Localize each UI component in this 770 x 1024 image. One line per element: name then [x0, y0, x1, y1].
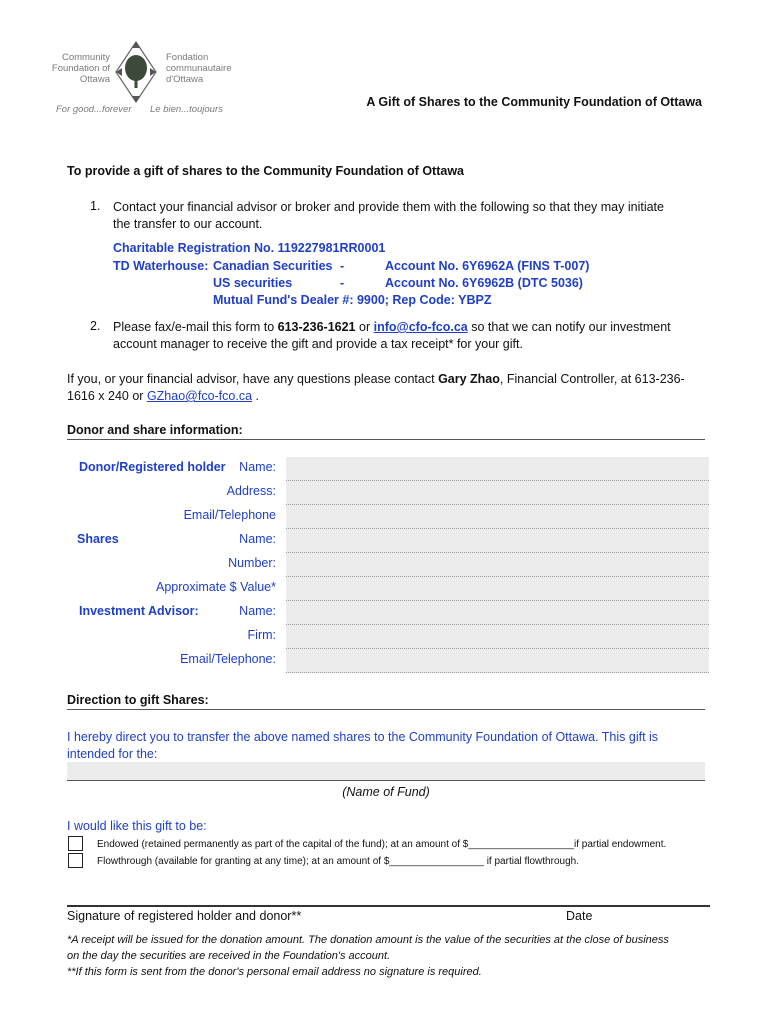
gift-to-be-label: I would like this gift to be: [67, 819, 207, 833]
logo-tree-icon [114, 40, 158, 104]
charitable-registration: Charitable Registration No. 119227981RR0001 [113, 241, 386, 255]
account-cdn: Account No. 6Y6962A (FINS T-007) [385, 259, 590, 273]
advisor-firm-field[interactable] [286, 625, 709, 649]
shares-number-field[interactable] [286, 553, 709, 577]
shares-name-label: Name: [239, 532, 276, 546]
shares-name-field[interactable] [286, 529, 709, 553]
endowed-checkbox[interactable] [68, 836, 83, 851]
signature-line [67, 905, 710, 907]
donor-name-field[interactable] [286, 457, 709, 481]
donor-section-title: Donor and share information: [67, 423, 243, 437]
fund-name-field[interactable] [67, 762, 705, 781]
fund-caption: (Name of Fund) [342, 785, 430, 799]
shares-number-label: Number: [228, 556, 276, 570]
contact-name: Gary Zhao [438, 372, 500, 386]
donor-email-label: Email/Telephone [183, 508, 276, 522]
divider [67, 439, 705, 440]
advisor-email-label: Email/Telephone: [180, 652, 276, 666]
section-title: To provide a gift of shares to the Community Foundation of Ottawa [67, 164, 464, 178]
info-email-link[interactable]: info@cfo-fco.ca [373, 320, 468, 334]
advisor-email-field[interactable] [286, 649, 709, 673]
receipt-note: *A receipt will be issued for the donation amount. The donation amount is the value of the securities at the close of business on the day the securities are received in the Foundation's account. **If this form is sent from the donor's personal email address no signature is required. [67, 934, 669, 978]
flowthrough-option-label: Flowthrough (available for granting at any time); at an amount of $_________________ if partial flowthrough. [97, 856, 579, 867]
mutual-fund-dealer: Mutual Fund's Dealer #: 9900; Rep Code: YBPZ [213, 293, 492, 307]
step2-text: Please fax/e-mail this form to 613-236-1621 or info@cfo-fco.ca so that we can notify our investment account manager to receive the gift and provide a tax receipt* for your gift. [113, 320, 671, 351]
advisor-name-field[interactable] [286, 601, 709, 625]
donor-name-label: Name: [239, 460, 276, 474]
dash: - [340, 276, 345, 290]
step1-number: 1. [90, 199, 101, 213]
logo-tagline-fr: Le bien...toujours [150, 104, 223, 115]
fax-number: 613-236-1621 [277, 320, 356, 334]
logo-french: Fondation communautaire d'Ottawa [166, 52, 232, 85]
contact-email-link[interactable]: GZhao@fco-fco.ca [146, 389, 253, 403]
us-securities: US securities [213, 276, 293, 290]
logo-english: Community Foundation of Ottawa [51, 52, 110, 85]
page-title: A Gift of Shares to the Community Foundation of Ottawa [366, 95, 702, 109]
step2-number: 2. [90, 319, 101, 333]
dash: - [340, 259, 345, 273]
logo-tagline-en: For good...forever [56, 104, 132, 115]
td-waterhouse-label: TD Waterhouse: [113, 259, 209, 273]
shares-value-field[interactable] [286, 577, 709, 601]
step1-text: Contact your financial advisor or broker and provide them with the following so that they may initiate the transfer to our account. [113, 200, 664, 231]
donor-address-field[interactable] [286, 481, 709, 505]
group-donor: Donor/Registered holder [79, 460, 226, 474]
endowed-option-label: Endowed (retained permanently as part of the capital of the fund); at an amount of $___________________if partial endowment. [97, 839, 667, 850]
group-shares: Shares [77, 532, 119, 546]
flowthrough-checkbox[interactable] [68, 853, 83, 868]
direction-text: I hereby direct you to transfer the above named shares to the Community Foundation of Ottawa. This gift is intended for the: [67, 730, 659, 761]
canadian-securities: Canadian Securities [213, 259, 333, 273]
donor-address-label: Address: [226, 484, 276, 498]
group-advisor: Investment Advisor: [79, 604, 199, 618]
direction-title: Direction to gift Shares: [67, 693, 209, 707]
contact-paragraph: If you, or your financial advisor, have any questions please contact Gary Zhao, Financial Controller, at 613-236- 1616 x 240 or GZhao@fco-fco.ca . [67, 372, 685, 403]
account-us: Account No. 6Y6962B (DTC 5036) [385, 276, 583, 290]
donor-email-field[interactable] [286, 505, 709, 529]
date-label: Date [566, 909, 593, 923]
shares-value-label: Approximate $ Value* [156, 580, 276, 594]
divider [67, 709, 705, 710]
signature-label: Signature of registered holder and donor** [67, 909, 302, 923]
advisor-name-label: Name: [239, 604, 276, 618]
advisor-firm-label: Firm: [247, 628, 276, 642]
